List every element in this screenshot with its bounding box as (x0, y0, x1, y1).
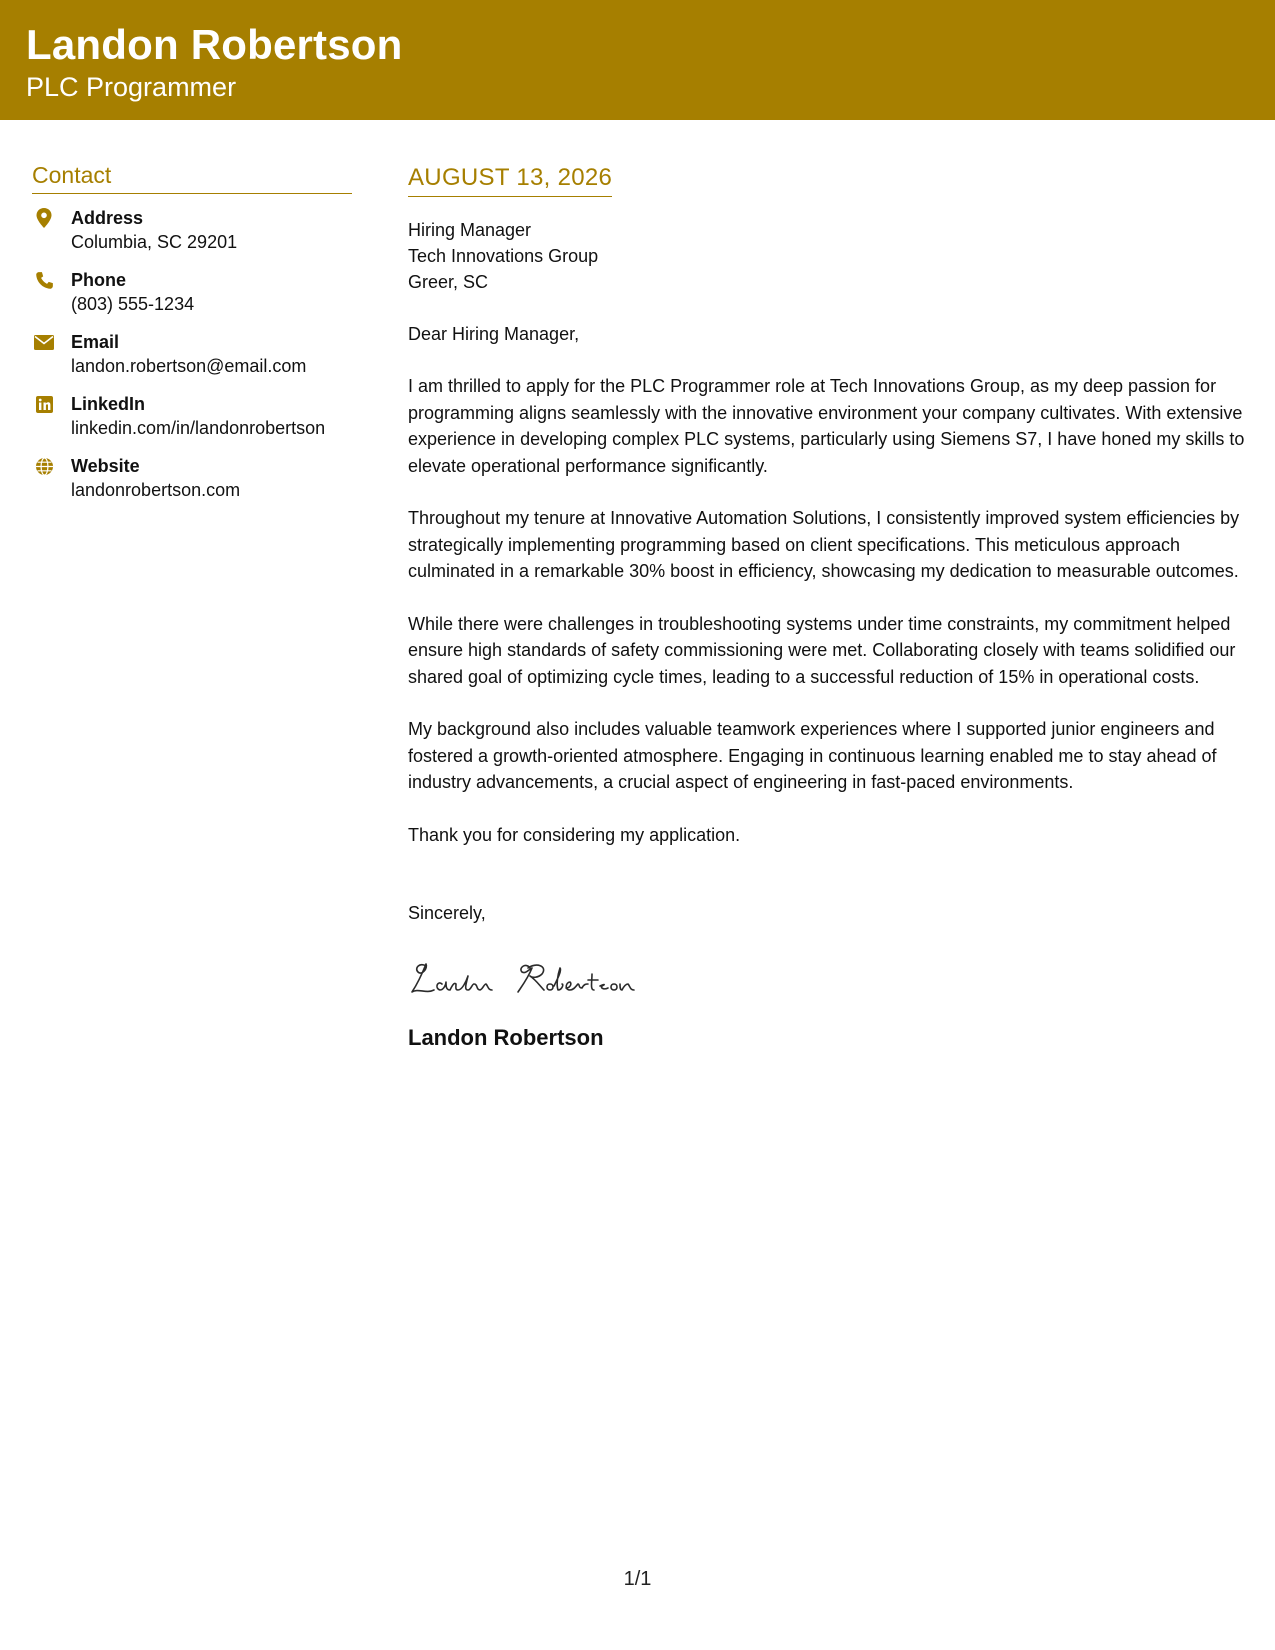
job-title: PLC Programmer (26, 72, 237, 102)
contact-item-email (32, 330, 352, 378)
header-banner (0, 0, 1275, 120)
contact-sidebar (32, 162, 352, 516)
body-paragraph: Thank you for considering my application. (408, 824, 741, 845)
signature-image (408, 954, 678, 1004)
contact-label: Email (71, 332, 120, 352)
body-paragraph: While there were challenges in troubleshooting systems under time constraints, my commitment helped ensure high standards of safety commissioning were met. Collaborating closely with teams solidified our shared goal of optimizing cycle times, leading to a successful reduction of 15% in operational costs. (408, 613, 1236, 687)
handwritten-signature (408, 954, 678, 1004)
globe-icon (34, 456, 54, 476)
contact-value: Columbia, SC 29201 (71, 232, 238, 252)
contact-value: landon.robertson@email.com (71, 356, 307, 376)
envelope-icon (34, 332, 54, 352)
letter-body (408, 164, 1253, 1052)
contact-label: Website (71, 456, 140, 476)
contact-label: Address (71, 208, 144, 228)
contact-value: landonrobertson.com (71, 480, 241, 500)
salutation: Dear Hiring Manager, (408, 324, 580, 344)
contact-value: (803) 555-1234 (71, 294, 195, 314)
contact-item-address (32, 206, 352, 254)
contact-heading: Contact (32, 162, 352, 194)
signed-name: Landon Robertson (408, 1025, 604, 1050)
applicant-name: Landon Robertson (26, 21, 403, 68)
recipient-block (408, 217, 1253, 295)
contact-item-linkedin (32, 392, 352, 440)
page-number: 1/1 (623, 1568, 652, 1590)
recipient-line: Tech Innovations Group (408, 246, 599, 266)
phone-icon (34, 270, 54, 290)
body-paragraph: I am thrilled to apply for the PLC Programmer role at Tech Innovations Group, as my deep passion for programming aligns seamlessly with the innovative environment your company cultivates. With extensive experience in developing complex PLC systems, particularly using Siemens S7, I have honed my skills to elevate operational performance significantly. (408, 376, 1245, 476)
recipient-line: Greer, SC (408, 272, 489, 292)
linkedin-icon (34, 394, 54, 414)
closing: Sincerely, (408, 903, 486, 923)
letter-date: AUGUST 13, 2026 (408, 164, 612, 197)
contact-item-phone (32, 268, 352, 316)
body-paragraph: Throughout my tenure at Innovative Automation Solutions, I consistently improved system efficiencies by strategically implementing programming based on client specifications. This meticulous approach culminated in a remarkable 30% boost in efficiency, showcasing my dedication to measurable outcomes. (408, 508, 1240, 581)
contact-label: Phone (71, 270, 127, 290)
contact-value: linkedin.com/in/landonrobertson (71, 418, 326, 438)
contact-item-website (32, 454, 352, 502)
contact-label: LinkedIn (71, 394, 146, 414)
map-pin-icon (34, 208, 54, 228)
body-paragraph: My background also includes valuable teamwork experiences where I supported junior engineers and fostered a growth-oriented atmosphere. Engaging in continuous learning enabled me to stay ahead of industry advancements, a crucial aspect of engineering in fast-paced environments. (408, 719, 1217, 792)
recipient-line: Hiring Manager (408, 220, 532, 240)
